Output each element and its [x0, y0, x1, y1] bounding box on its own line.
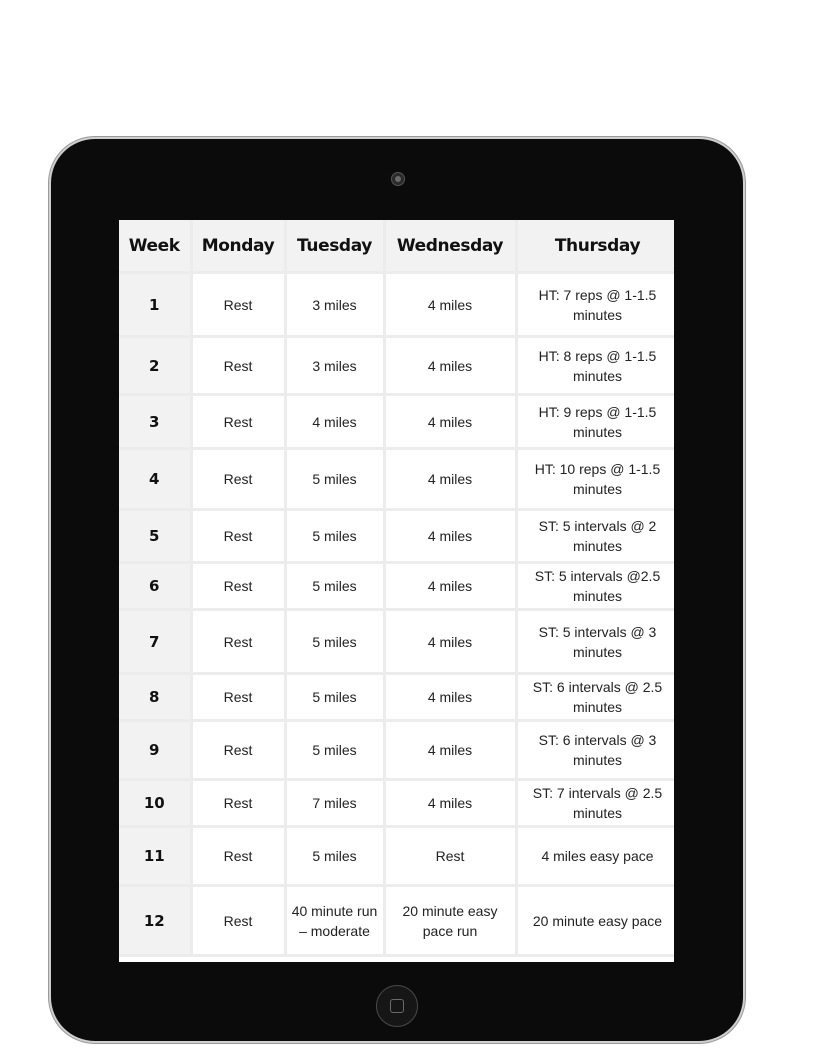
thursday-cell	[516, 827, 674, 886]
table-row	[119, 721, 674, 780]
thursday-line: HT: 9 reps @ 1-1.5	[538, 403, 657, 420]
tuesday-cell: 5 miles	[285, 721, 384, 780]
thursday-line: minutes	[572, 699, 623, 715]
monday-cell: Rest	[191, 780, 285, 827]
thursday-line: minutes	[572, 538, 623, 554]
thursday-cell	[516, 337, 674, 395]
thursday-line: HT: 10 reps @ 1-1.5	[534, 461, 661, 477]
thursday-cell	[516, 886, 674, 956]
monday-cell: Rest	[191, 886, 285, 956]
thursday-cell	[516, 449, 674, 510]
tuesday-cell: 5 miles	[285, 827, 384, 886]
week-number: 6	[119, 563, 191, 610]
week-number: 8	[119, 674, 191, 721]
tuesday-cell: 5 miles	[285, 563, 384, 610]
thursday-line: ST: 6 intervals @ 3	[538, 732, 657, 748]
wednesday-cell: 4 miles	[384, 610, 516, 674]
column-header-thursday: Thursday	[516, 220, 674, 273]
tuesday-cell: 5 miles	[285, 610, 384, 674]
thursday-line: minutes	[572, 423, 623, 440]
thursday-cell	[516, 610, 674, 674]
week-number: 4	[119, 449, 191, 510]
monday-cell: Rest	[191, 610, 285, 674]
tuesday-cell: 5 miles	[285, 510, 384, 563]
wednesday-cell: 4 miles	[384, 273, 516, 337]
table-header-row	[119, 220, 674, 273]
tuesday-cell: 40 minute run – moderate	[285, 886, 384, 956]
thursday-line: HT: 8 reps @ 1-1.5	[538, 347, 657, 364]
wednesday-cell: 4 miles	[384, 563, 516, 610]
monday-cell: Rest	[191, 449, 285, 510]
column-header-monday: Monday	[191, 220, 285, 273]
column-header-week: Week	[119, 220, 191, 273]
thursday-line: minutes	[572, 752, 623, 768]
thursday-line: HT: 7 reps @ 1-1.5	[538, 286, 657, 303]
monday-cell: Rest	[191, 273, 285, 337]
week-number: 9	[119, 721, 191, 780]
monday-cell: Rest	[191, 827, 285, 886]
week-number: 11	[119, 827, 191, 886]
table-row	[119, 610, 674, 674]
training-schedule-table	[119, 220, 674, 957]
thursday-line: minutes	[572, 481, 623, 497]
week-number: 3	[119, 395, 191, 449]
monday-cell: Rest	[191, 674, 285, 721]
week-number: 2	[119, 337, 191, 395]
tuesday-cell: 7 miles	[285, 780, 384, 827]
week-number: 10	[119, 780, 191, 827]
monday-cell: Rest	[191, 337, 285, 395]
thursday-line: minutes	[572, 805, 623, 821]
thursday-line: ST: 5 intervals @2.5	[534, 568, 661, 584]
table-row	[119, 886, 674, 956]
table-row	[119, 827, 674, 886]
wednesday-cell: 4 miles	[384, 721, 516, 780]
thursday-line: minutes	[572, 367, 623, 384]
thursday-line: minutes	[572, 588, 623, 604]
wednesday-cell: 4 miles	[384, 337, 516, 395]
table-row	[119, 337, 674, 395]
thursday-line: ST: 5 intervals @ 3	[538, 623, 657, 640]
tuesday-cell: 3 miles	[285, 337, 384, 395]
thursday-cell	[516, 674, 674, 721]
thursday-cell	[516, 780, 674, 827]
camera-icon	[391, 172, 405, 186]
tuesday-cell: 3 miles	[285, 273, 384, 337]
thursday-line: ST: 6 intervals @ 2.5	[532, 679, 663, 695]
thursday-line: minutes	[572, 306, 623, 323]
week-number: 5	[119, 510, 191, 563]
thursday-cell	[516, 273, 674, 337]
thursday-line: 4 miles easy pace	[541, 848, 654, 864]
table-row	[119, 273, 674, 337]
thursday-cell	[516, 395, 674, 449]
tablet-screen[interactable]	[119, 220, 674, 962]
week-number: 7	[119, 610, 191, 674]
thursday-cell	[516, 721, 674, 780]
monday-cell: Rest	[191, 721, 285, 780]
table-row	[119, 674, 674, 721]
monday-cell: Rest	[191, 510, 285, 563]
week-number: 12	[119, 886, 191, 956]
column-header-wednesday: Wednesday	[384, 220, 516, 273]
week-number: 1	[119, 273, 191, 337]
thursday-line: ST: 5 intervals @ 2	[538, 518, 657, 534]
tuesday-cell: 5 miles	[285, 674, 384, 721]
column-header-tuesday: Tuesday	[285, 220, 384, 273]
thursday-cell	[516, 563, 674, 610]
tablet-device	[51, 139, 743, 1041]
monday-cell: Rest	[191, 395, 285, 449]
wednesday-cell: 20 minute easy pace run	[384, 886, 516, 956]
thursday-line: 20 minute easy pace	[532, 912, 663, 929]
wednesday-cell: 4 miles	[384, 395, 516, 449]
table-row	[119, 449, 674, 510]
home-button[interactable]	[376, 985, 418, 1027]
thursday-cell	[516, 510, 674, 563]
table-row	[119, 780, 674, 827]
thursday-line: ST: 7 intervals @ 2.5	[532, 785, 663, 801]
wednesday-cell: 4 miles	[384, 674, 516, 721]
table-row	[119, 563, 674, 610]
wednesday-cell: 4 miles	[384, 510, 516, 563]
wednesday-cell: Rest	[384, 827, 516, 886]
tuesday-cell: 4 miles	[285, 395, 384, 449]
monday-cell: Rest	[191, 563, 285, 610]
table-row	[119, 510, 674, 563]
table-row	[119, 395, 674, 449]
wednesday-cell: 4 miles	[384, 449, 516, 510]
thursday-line: minutes	[572, 643, 623, 660]
wednesday-cell: 4 miles	[384, 780, 516, 827]
tuesday-cell: 5 miles	[285, 449, 384, 510]
